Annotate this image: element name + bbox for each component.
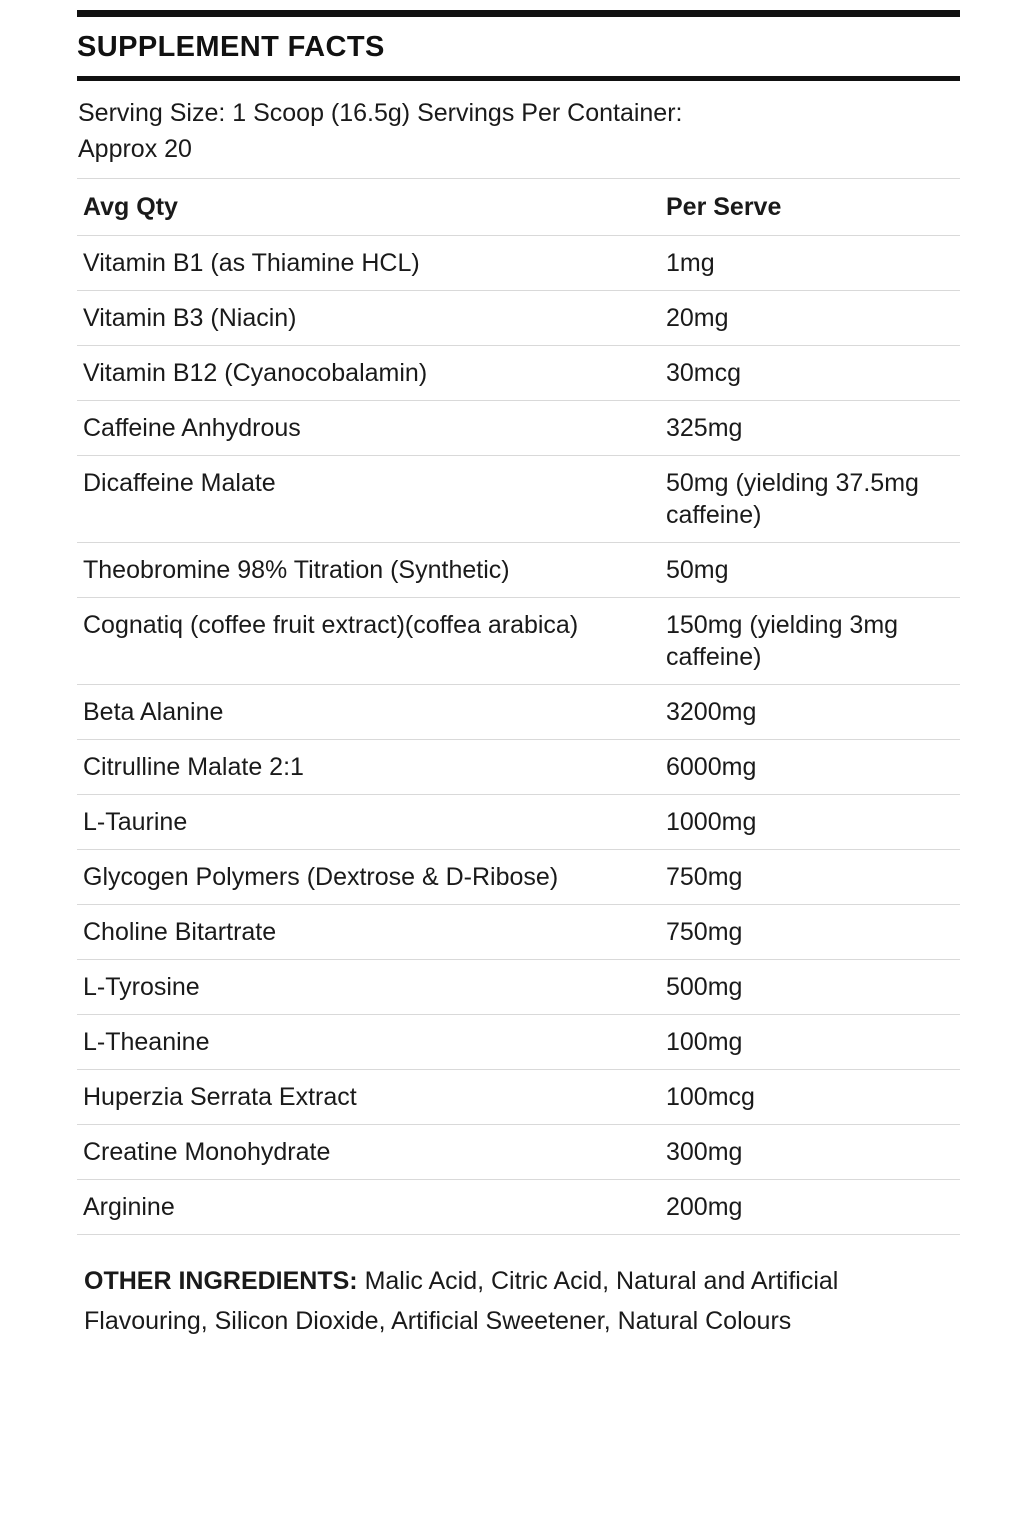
table-row bbox=[77, 455, 960, 542]
ingredient-name: Creatine Monohydrate bbox=[77, 1124, 660, 1179]
ingredient-amount: 3200mg bbox=[660, 684, 960, 739]
ingredient-name: L-Tyrosine bbox=[77, 959, 660, 1014]
ingredient-name: Arginine bbox=[77, 1179, 660, 1234]
table-row bbox=[77, 849, 960, 904]
bottom-spacer bbox=[50, 1342, 960, 1382]
top-divider bbox=[77, 10, 960, 17]
ingredient-amount: 750mg bbox=[660, 849, 960, 904]
table-header-row bbox=[77, 178, 960, 235]
ingredient-name: Citrulline Malate 2:1 bbox=[77, 739, 660, 794]
table-row bbox=[77, 794, 960, 849]
serving-info: Serving Size: 1 Scoop (16.5g) Servings Per Container: Approx 20 bbox=[78, 99, 683, 164]
ingredient-amount: 150mg (yielding 3mg caffeine) bbox=[660, 597, 960, 684]
ingredient-name: Vitamin B3 (Niacin) bbox=[77, 290, 660, 345]
column-header-avg-qty: Avg Qty bbox=[77, 178, 660, 235]
ingredient-amount: 500mg bbox=[660, 959, 960, 1014]
ingredient-name: Huperzia Serrata Extract bbox=[77, 1069, 660, 1124]
column-header-per-serve: Per Serve bbox=[660, 178, 960, 235]
ingredient-amount: 50mg bbox=[660, 542, 960, 597]
table-row bbox=[77, 1014, 960, 1069]
ingredient-amount: 750mg bbox=[660, 904, 960, 959]
ingredient-amount: 1mg bbox=[660, 235, 960, 290]
ingredient-amount: 6000mg bbox=[660, 739, 960, 794]
ingredient-amount: 1000mg bbox=[660, 794, 960, 849]
page-edge-left bbox=[0, 0, 26, 1524]
table-row bbox=[77, 400, 960, 455]
supplement-facts-table bbox=[77, 178, 960, 1235]
page-edge-right bbox=[988, 0, 1014, 1524]
ingredient-amount: 100mg bbox=[660, 1014, 960, 1069]
table-row bbox=[77, 684, 960, 739]
table-row bbox=[77, 597, 960, 684]
ingredient-amount: 30mcg bbox=[660, 345, 960, 400]
table-body bbox=[77, 235, 960, 1234]
table-row bbox=[77, 542, 960, 597]
ingredient-name: Theobromine 98% Titration (Synthetic) bbox=[77, 542, 660, 597]
ingredient-name: Caffeine Anhydrous bbox=[77, 400, 660, 455]
ingredient-name: Dicaffeine Malate bbox=[77, 455, 660, 542]
ingredient-amount: 100mcg bbox=[660, 1069, 960, 1124]
ingredient-amount: 50mg (yielding 37.5mg caffeine) bbox=[660, 455, 960, 542]
table-row bbox=[77, 739, 960, 794]
ingredient-name: L-Taurine bbox=[77, 794, 660, 849]
title-divider bbox=[77, 76, 960, 81]
table-row bbox=[77, 959, 960, 1014]
ingredient-name: Cognatiq (coffee fruit extract)(coffea arabica) bbox=[77, 597, 660, 684]
table-row bbox=[77, 1124, 960, 1179]
ingredient-amount: 200mg bbox=[660, 1179, 960, 1234]
ingredient-name: Vitamin B12 (Cyanocobalamin) bbox=[77, 345, 660, 400]
table-header bbox=[77, 178, 960, 235]
other-ingredients-text: Malic Acid, Citric Acid, Natural and Artificial Flavouring, Silicon Dioxide, Artificial Sweetener, Natural Colours bbox=[84, 1266, 839, 1335]
other-ingredients bbox=[84, 1261, 964, 1342]
ingredient-amount: 20mg bbox=[660, 290, 960, 345]
supplement-facts-panel bbox=[50, 0, 960, 1382]
ingredient-name: L-Theanine bbox=[77, 1014, 660, 1069]
ingredient-name: Glycogen Polymers (Dextrose & D-Ribose) bbox=[77, 849, 660, 904]
table-row bbox=[77, 345, 960, 400]
ingredient-name: Beta Alanine bbox=[77, 684, 660, 739]
table-row bbox=[77, 235, 960, 290]
ingredient-name: Vitamin B1 (as Thiamine HCL) bbox=[77, 235, 660, 290]
table-row bbox=[77, 1179, 960, 1234]
ingredient-name: Choline Bitartrate bbox=[77, 904, 660, 959]
ingredient-amount: 300mg bbox=[660, 1124, 960, 1179]
other-ingredients-label: OTHER INGREDIENTS: bbox=[84, 1266, 358, 1295]
page-title: SUPPLEMENT FACTS bbox=[77, 31, 385, 63]
table-row bbox=[77, 904, 960, 959]
ingredient-amount: 325mg bbox=[660, 400, 960, 455]
table-row bbox=[77, 290, 960, 345]
table-row bbox=[77, 1069, 960, 1124]
